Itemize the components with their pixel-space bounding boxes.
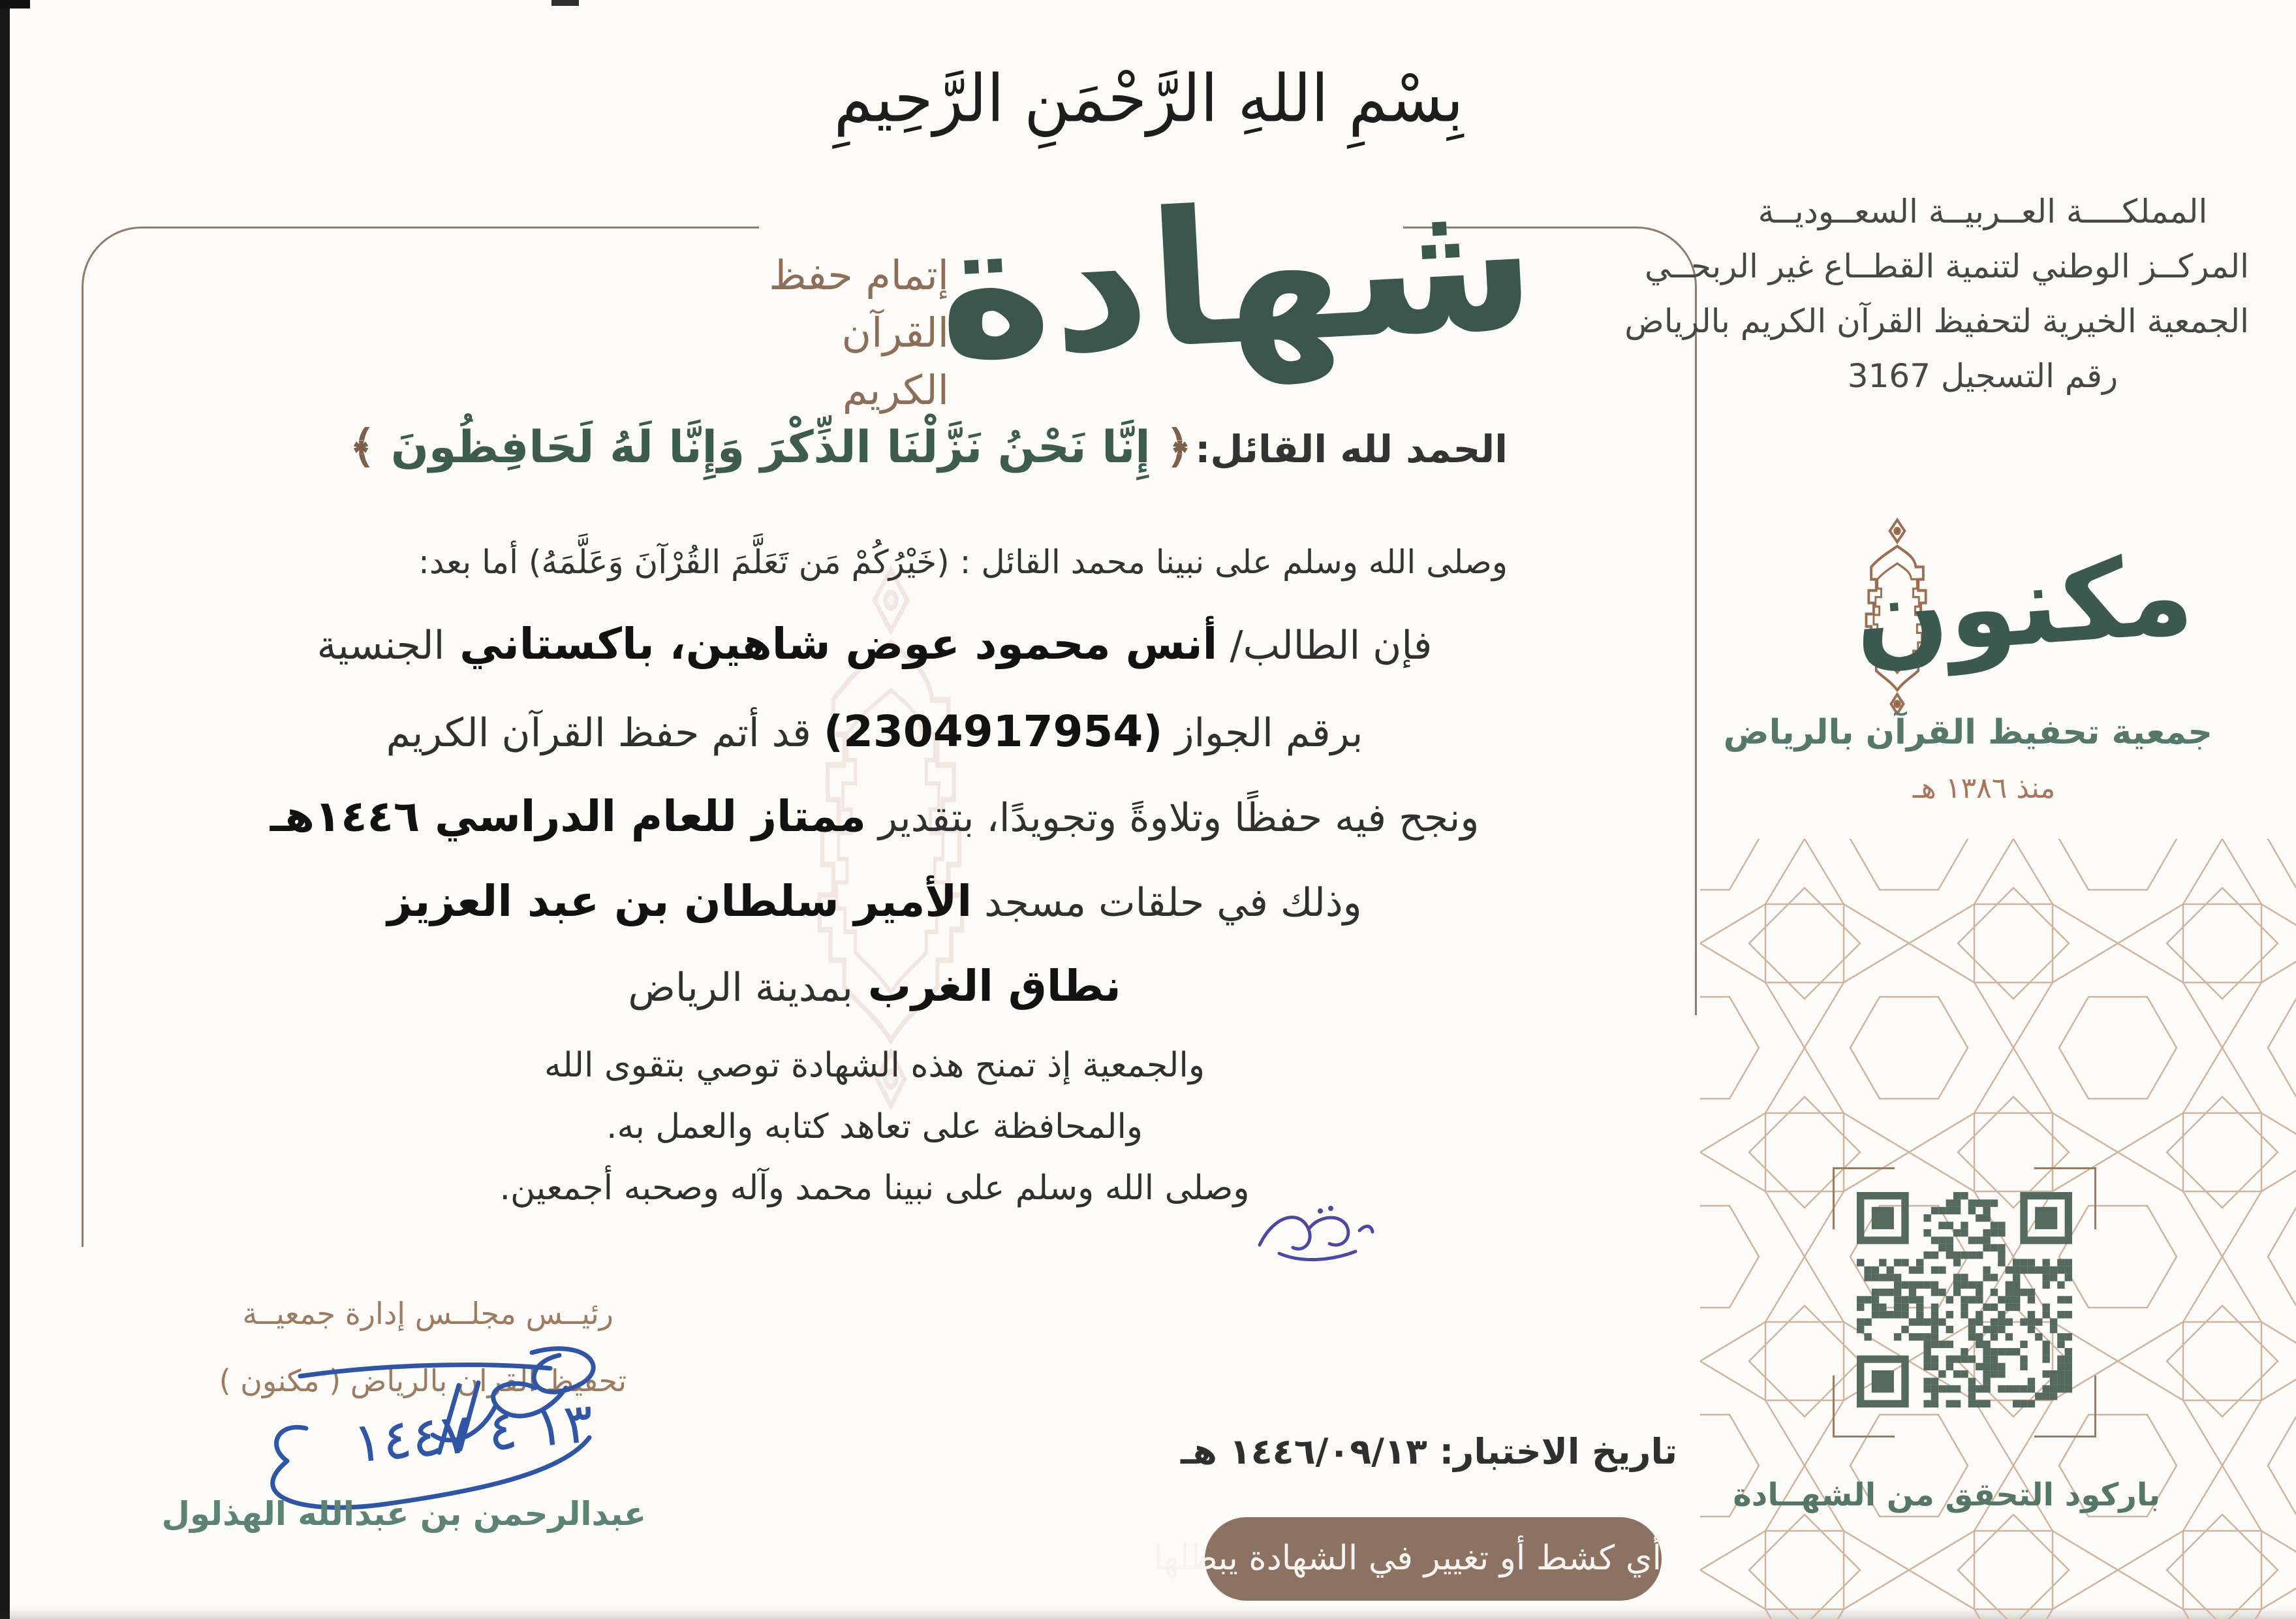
passport-rest: قد أتم حفظ القرآن الكريم — [386, 710, 824, 756]
zone-line — [153, 961, 1596, 1011]
maknoon-logo-wordmark: مكنون — [1850, 530, 2197, 682]
salutation-line: وصلى الله وسلم على نبينا محمد القائل : (خَيْرُكُمْ مَن تَعَلَّمَ القُرْآنَ وَعَلَّمَهُ) أما بعد: — [418, 543, 1508, 581]
society-name: جمعية تحفيظ القرآن بالرياض — [1723, 713, 2212, 752]
advice-line-2: والمحافظة على تعاهد كتابه والعمل به. — [606, 1107, 1143, 1146]
passport-number: (2304917954) — [823, 706, 1163, 757]
society-since: منذ ١٣٨٦ هـ — [1912, 772, 2056, 805]
zone-rest: بمدينة الرياض — [628, 965, 853, 1011]
signatory-role-line-1: رئيــس مجلــس إدارة جمعيــة — [242, 1296, 613, 1331]
exam-date — [1181, 1431, 1677, 1472]
scan-corner-mark — [0, 0, 30, 8]
scan-edge-strip — [0, 0, 10, 1619]
tamper-warning-banner: أي كشط أو تغيير في الشهادة يبطلها — [1205, 1517, 1662, 1601]
zone-name: نطاق الغرب — [852, 961, 1121, 1011]
org-line-society: الجمعية الخيرية لتحفيظ القرآن الكريم بالرياض — [1624, 302, 2249, 340]
result-grade: ممتاز للعام الدراسي ١٤٤٦هـ — [270, 791, 866, 841]
verse-text: إِنَّا نَحْنُ نَزَّلْنَا الذِّكْرَ وَإِنَّا لَهُ لَحَافِظُونَ — [375, 422, 1166, 473]
subtitle-line-2: القرآن الكريم — [841, 309, 949, 415]
org-line-national-center: المركــز الوطني لتنمية القطــاع غير الربحــي — [1644, 247, 2249, 285]
scan-top-mark — [551, 0, 579, 6]
qr-code — [1857, 1192, 2072, 1407]
passport-line — [153, 706, 1596, 757]
certificate-subtitle — [730, 247, 949, 419]
issuing-authority-block — [1624, 184, 2249, 403]
praise-verse-line — [196, 421, 1508, 473]
student-line — [153, 619, 1596, 669]
bismillah-calligraphy: بِسْمِ اللهِ الرَّحْمَنِ الرَّحِيمِ — [833, 60, 1464, 137]
subtitle-line-1: إتمام حفظ — [769, 251, 949, 299]
student-nationality: باكستاني — [444, 619, 655, 669]
signatory-role-line-2: تحفيظ القرآن بالرياض ( مكنون ) — [219, 1363, 627, 1398]
org-line-country: المملكــــة العــربيــة السعــوديــة — [1758, 193, 2208, 230]
mosque-line — [153, 876, 1596, 926]
passport-label: برقم الجواز — [1162, 710, 1363, 756]
certificate-title-word: شهادة — [932, 153, 1542, 402]
quran-verse — [349, 422, 1192, 473]
student-nationality-word: الجنسية — [317, 623, 445, 668]
student-intro: فإن الطالب/ — [1217, 623, 1433, 668]
result-prefix: ونجح فيه حفظًا وتلاوةً وتجويدًا، بتقدير — [865, 795, 1480, 841]
ornate-bracket-open: ﴿ — [1166, 422, 1192, 473]
result-line — [153, 791, 1596, 841]
small-ink-signature — [1243, 1191, 1387, 1266]
student-name: أنس محمود عوض شاهين، — [654, 619, 1218, 669]
qr-caption: باركود التحقق من الشهــادة — [1733, 1477, 2160, 1513]
mosque-name: الأمير سلطان بن عبد العزيز — [387, 876, 972, 926]
praise-text: الحمد لله القائل: — [1195, 427, 1508, 471]
handwritten-date: ١٣ ٤ ١٤٤٧ — [350, 1390, 597, 1475]
org-line-registration-number: رقم التسجيل 3167 — [1847, 357, 2118, 395]
ornate-bracket-close: ﴾ — [349, 422, 376, 473]
signatory-name: عبدالرحمن بن عبدالله الهذلول — [161, 1495, 646, 1533]
mosque-prefix: وذلك في حلقات مسجد — [972, 880, 1362, 926]
closing-line: وصلى الله وسلم على نبينا محمد وآله وصحبه أجمعين. — [499, 1169, 1250, 1208]
exam-date-label: تاريخ الاختبار: — [1427, 1431, 1677, 1472]
advice-line-1: والجمعية إذ تمنح هذه الشهادة توصي بتقوى الله — [544, 1046, 1205, 1085]
exam-date-value: ١٤٤٦/٠٩/١٣ هـ — [1181, 1431, 1427, 1472]
